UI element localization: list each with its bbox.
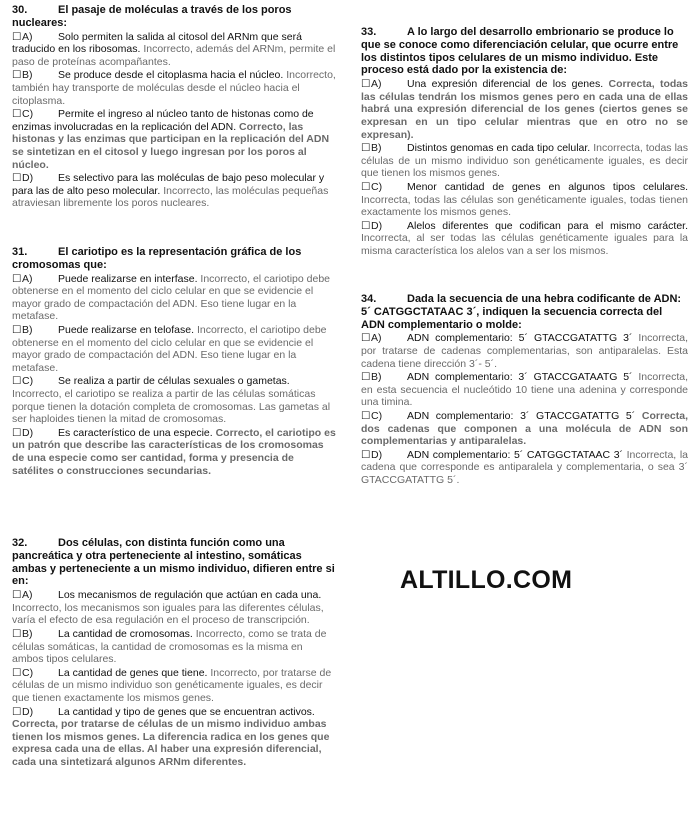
checkbox-icon[interactable]: ☐ bbox=[12, 172, 22, 185]
option-a[interactable] bbox=[12, 589, 337, 627]
option-letter: B) bbox=[371, 142, 382, 155]
option-letter: A) bbox=[371, 332, 382, 345]
option-text: Puede realizarse en interfase. bbox=[58, 272, 198, 285]
checkbox-icon[interactable]: ☐ bbox=[361, 409, 371, 422]
option-text: La cantidad y tipo de genes que se encuentran activos. bbox=[58, 705, 315, 718]
question-30 bbox=[12, 4, 337, 210]
option-letter: D) bbox=[22, 172, 34, 185]
option-d[interactable] bbox=[12, 427, 337, 477]
option-text: Es característico de una especie. bbox=[58, 426, 213, 439]
option-text: Permite el ingreso al núcleo tanto de histonas como de enzimas involucradas en la replicación del ADN. bbox=[12, 108, 314, 133]
checkbox-icon[interactable]: ☐ bbox=[12, 426, 22, 439]
option-text: La cantidad de cromosomas. bbox=[58, 627, 193, 640]
option-text: Menor cantidad de genes en algunos tipos celulares. bbox=[407, 180, 688, 193]
option-feedback: Incorrecto, el cariotipo debe obtenerse en el momento del ciclo celular en que se evidencie el mayor grado de compactación del ADN. Eso tiene lugar en la metafase. bbox=[12, 323, 327, 374]
question-32 bbox=[12, 537, 337, 769]
option-text: Puede realizarse en telofase. bbox=[58, 323, 195, 336]
option-c[interactable] bbox=[12, 667, 337, 705]
option-letter: C) bbox=[371, 180, 383, 193]
question-title bbox=[12, 4, 337, 30]
checkbox-icon[interactable]: ☐ bbox=[361, 142, 371, 155]
option-b[interactable] bbox=[12, 69, 337, 107]
checkbox-icon[interactable]: ☐ bbox=[12, 30, 22, 43]
option-text: Se produce desde el citoplasma hacia el núcleo. bbox=[58, 69, 284, 82]
option-b[interactable] bbox=[12, 628, 337, 666]
option-text: Se realiza a partir de células sexuales o gametas. bbox=[58, 375, 290, 388]
option-text: ADN complementario: 5´ CATGGCTATAAC 3´ bbox=[407, 448, 624, 461]
option-letter: A) bbox=[371, 78, 382, 91]
checkbox-icon[interactable]: ☐ bbox=[12, 375, 22, 388]
option-feedback: Incorrecta, en esta secuencia el nucleótido 10 tiene una adenina y corresponde una timina. bbox=[361, 371, 688, 409]
option-text: Una expresión diferencial de los genes. bbox=[407, 78, 604, 91]
option-c[interactable] bbox=[12, 375, 337, 425]
option-b[interactable] bbox=[361, 142, 688, 180]
option-letter: C) bbox=[22, 375, 34, 388]
checkbox-icon[interactable]: ☐ bbox=[12, 666, 22, 679]
option-feedback: Incorrecto, por tratarse de células de un mismo individuo son genéticamente iguales, es decir que tienen exactamente los mismos genes. bbox=[12, 666, 332, 704]
checkbox-icon[interactable]: ☐ bbox=[361, 371, 371, 384]
question-31 bbox=[12, 246, 337, 477]
option-d[interactable] bbox=[12, 172, 337, 210]
option-c[interactable] bbox=[361, 410, 688, 448]
checkbox-icon[interactable]: ☐ bbox=[12, 627, 22, 640]
option-feedback: Incorrecta, la cadena que corresponde es antiparalela y complementaria, o sea 3´ GTACCGATATTG 5´. bbox=[361, 448, 688, 486]
option-letter: D) bbox=[22, 426, 34, 439]
option-letter: A) bbox=[22, 30, 33, 43]
option-letter: B) bbox=[22, 627, 33, 640]
option-text: Los mecanismos de regulación que actúan en cada una. bbox=[58, 589, 322, 602]
option-d[interactable] bbox=[361, 220, 688, 258]
question-title bbox=[12, 537, 337, 588]
option-text: ADN complementario: 3´ GTACCGATAATG 5´ bbox=[407, 371, 633, 384]
checkbox-icon[interactable]: ☐ bbox=[361, 219, 371, 232]
checkbox-icon[interactable]: ☐ bbox=[361, 448, 371, 461]
question-text: El cariotipo es la representación gráfica de los cromosomas que: bbox=[12, 246, 302, 271]
option-letter: C) bbox=[22, 108, 34, 121]
option-letter: B) bbox=[371, 371, 382, 384]
checkbox-icon[interactable]: ☐ bbox=[12, 323, 22, 336]
option-a[interactable] bbox=[361, 78, 688, 141]
option-letter: D) bbox=[22, 705, 34, 718]
option-text: Es selectivo para las moléculas de bajo peso molecular y para las de alto peso molecular. bbox=[12, 172, 325, 197]
option-feedback: Incorrecto, las moléculas pequeñas atraviesan libremente los poros nucleares. bbox=[12, 184, 329, 210]
checkbox-icon[interactable]: ☐ bbox=[361, 180, 371, 193]
option-letter: A) bbox=[22, 272, 33, 285]
checkbox-icon[interactable]: ☐ bbox=[12, 705, 22, 718]
option-letter: D) bbox=[371, 219, 383, 232]
option-feedback: Incorrecto, como se trata de células somáticas, la cantidad de cromosomas es la misma en ambos tipos celulares. bbox=[12, 627, 327, 666]
option-text: Distintos genomas en cada tipo celular. bbox=[407, 142, 591, 155]
option-letter: B) bbox=[22, 323, 33, 336]
option-feedback: Correcta, dos cadenas que componen a una molécula de ADN son complementarias y antiparalelas. bbox=[361, 409, 689, 448]
option-text: ADN complementario: 3´ GTACCGATATTG 5´ bbox=[407, 409, 636, 422]
question-text: A lo largo del desarrollo embrionario se produce lo que se conoce como diferenciación celular, que ocurre entre los distintos tipos celulares de un mismo individuo. Este proceso está dado por la existencia de: bbox=[361, 26, 679, 77]
option-text: Solo permiten la salida al citosol del ARNm que será traducido en los ribosomas. bbox=[12, 30, 302, 56]
option-c[interactable] bbox=[361, 181, 688, 219]
option-b[interactable] bbox=[361, 371, 688, 409]
option-feedback: Incorrecta, por tratarse de cadenas complementarias, son antiparalelas. Esta cadena tiene dirección 3´- 5´. bbox=[361, 332, 689, 370]
option-b[interactable] bbox=[12, 324, 337, 374]
checkbox-icon[interactable]: ☐ bbox=[361, 332, 371, 345]
option-feedback: Incorrecta, al ser todas las células genéticamente iguales para la misma característica los alelos van a ser los mismos. bbox=[361, 232, 688, 257]
question-33 bbox=[361, 26, 688, 258]
checkbox-icon[interactable]: ☐ bbox=[12, 272, 22, 285]
question-text: El pasaje de moléculas a través de los poros nucleares: bbox=[12, 4, 292, 29]
question-34 bbox=[361, 293, 688, 487]
question-number: 30. bbox=[12, 4, 28, 16]
option-feedback: Incorrecta, todas las células son genéticamente iguales, todas tienen exactamente los mismos genes. bbox=[361, 193, 688, 219]
option-feedback: Correcto, las histonas y las enzimas que participan en la replicación del ADN se sintetizan en el citosol y luego ingresan por los poros al núcleo. bbox=[12, 120, 330, 171]
option-c[interactable] bbox=[12, 108, 337, 171]
question-text: Dos células, con distinta función como una pancreática y otra perteneciente al intestino, somáticas ambas y perteneciente a un mismo individuo, difieren entre si en: bbox=[12, 537, 335, 588]
question-number: 34. bbox=[361, 293, 377, 305]
option-feedback: Correcto, el cariotipo es un patrón que describe las características de los cromosomas de una especie como ser cantidad, forma y presencia de satélites o construcciones secundarias. bbox=[12, 426, 336, 477]
checkbox-icon[interactable]: ☐ bbox=[12, 108, 22, 121]
option-letter: C) bbox=[371, 409, 383, 422]
option-d[interactable] bbox=[361, 449, 688, 487]
question-number: 33. bbox=[361, 26, 377, 38]
option-d[interactable] bbox=[12, 706, 337, 769]
question-title bbox=[361, 293, 688, 331]
question-title bbox=[12, 246, 337, 272]
option-text: La cantidad de genes que tiene. bbox=[58, 666, 208, 679]
question-text: Dada la secuencia de una hebra codificante de ADN: 5´ CATGGCTATAAC 3´, indiquen la secuencia correcta del ADN complementario o molde: bbox=[361, 293, 682, 331]
option-a[interactable] bbox=[12, 273, 337, 323]
option-a[interactable] bbox=[361, 332, 688, 370]
option-feedback: Incorrecto, los mecanismos son iguales para las diferentes células, varía el efecto de esa regulación en el proceso de transcripción. bbox=[12, 601, 324, 627]
option-feedback: Incorrecto, el cariotipo se realiza a partir de las células somáticas porque tienen la dotación completa de cromosomas. Las gametas al ser haploides tienen la mitad de cromosomas. bbox=[12, 387, 331, 426]
checkbox-icon[interactable]: ☐ bbox=[12, 589, 22, 602]
option-text: ADN complementario: 5´ GTACCGATATTG 3´ bbox=[407, 332, 633, 345]
question-title bbox=[361, 26, 688, 77]
question-number: 32. bbox=[12, 537, 28, 549]
checkbox-icon[interactable]: ☐ bbox=[361, 78, 371, 91]
option-feedback: Incorrecto, también hay transporte de moléculas desde el núcleo hacia el citoplasma. bbox=[12, 69, 336, 107]
site-logo: ALTILLO.COM bbox=[400, 566, 573, 594]
option-letter: D) bbox=[371, 448, 383, 461]
option-letter: B) bbox=[22, 69, 33, 82]
question-number: 31. bbox=[12, 246, 28, 258]
option-feedback: Correcta, por tratarse de células de un mismo individuo ambas tienen los mismos genes. La diferencia radica en los genes que expresa cada una de ellas. Al haber una expresión diferencial, cada una sintetizará algunos ARNm diferentes. bbox=[12, 718, 330, 768]
option-text: Alelos diferentes que codifican para el mismo carácter. bbox=[407, 219, 688, 232]
checkbox-icon[interactable]: ☐ bbox=[12, 69, 22, 82]
option-letter: A) bbox=[22, 589, 33, 602]
option-feedback: Incorrecto, el cariotipo debe obtenerse en el momento del ciclo celular en que se evidencie el mayor grado de compactación del ADN. Eso tiene lugar en la metafase. bbox=[12, 272, 330, 323]
option-feedback: Incorrecto, además del ARNm, permite el paso de proteínas acompañantes. bbox=[12, 43, 336, 68]
option-feedback: Incorrecta, todas las células de un mismo individuo son genéticamente iguales, es decir que tienen los mismos genes. bbox=[361, 142, 689, 180]
option-a[interactable] bbox=[12, 31, 337, 69]
option-feedback: Correcta, todas las células tendrán los mismos genes pero en cada una de ellas habrá una expresión diferencial de los genes (ciertos genes se expresan en un tipo celular mientras que en otro no se expresan). bbox=[361, 78, 688, 141]
option-letter: C) bbox=[22, 666, 34, 679]
